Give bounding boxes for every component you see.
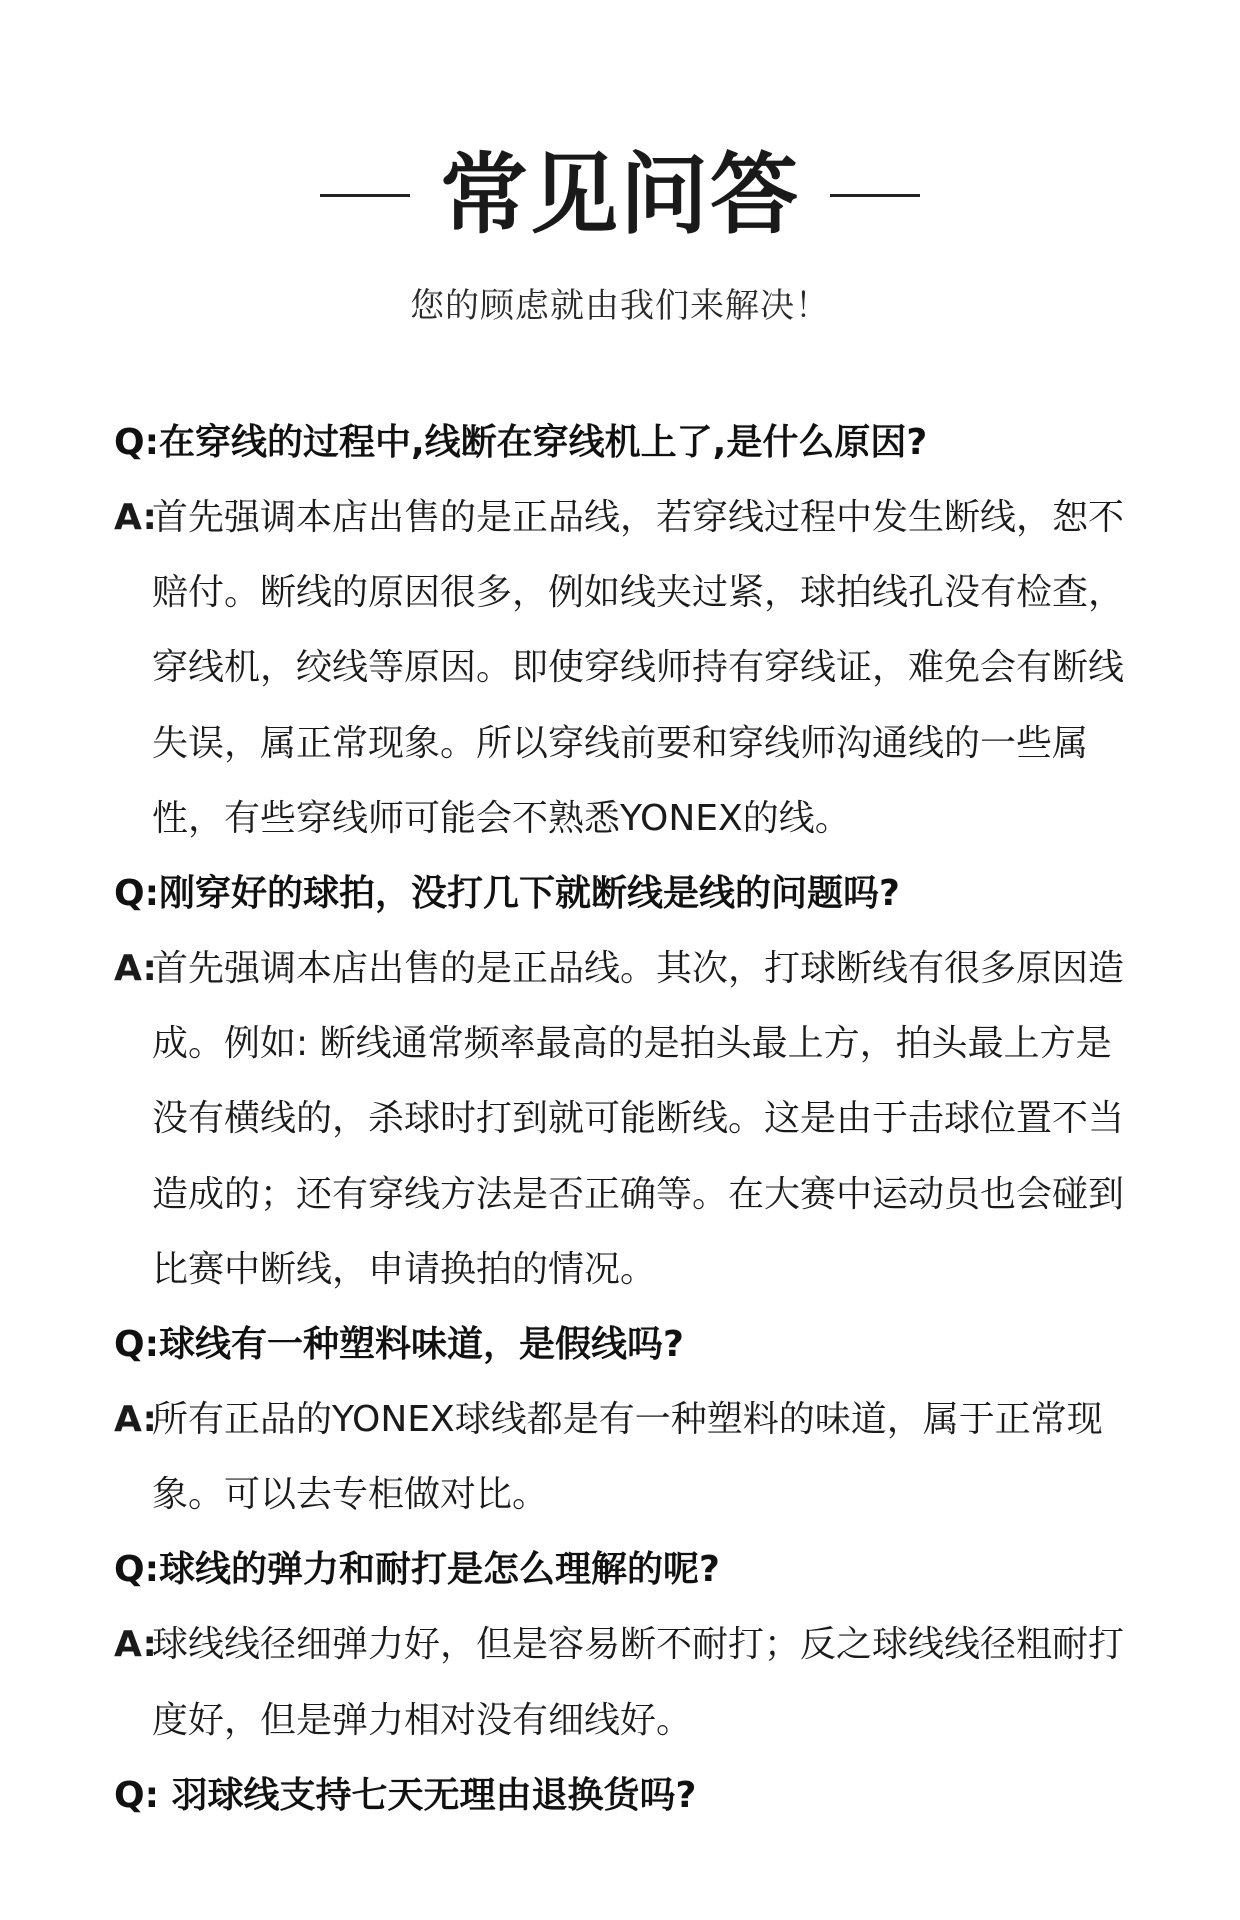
question-prefix: Q:	[114, 1549, 159, 1591]
faq-answer	[114, 1382, 1134, 1532]
question-text: 球线的弹力和耐打是怎么理解的呢?	[159, 1549, 720, 1591]
question-text: 球线有一种塑料味道，是假线吗?	[159, 1324, 684, 1366]
faq-item	[114, 1758, 1134, 1833]
header	[0, 140, 1240, 250]
faq-answer	[114, 931, 1134, 1307]
title-rule-left	[320, 194, 410, 197]
question-prefix: Q:	[114, 1324, 159, 1366]
faq-item	[114, 1532, 1134, 1757]
answer-prefix: A:	[114, 1399, 157, 1441]
faq-question	[114, 856, 1134, 931]
title-rule-right	[830, 194, 920, 197]
question-text: 羽球线支持七天无理由退换货吗?	[159, 1774, 697, 1816]
answer-text: 首先强调本店出售的是正品线，若穿线过程中发生断线，恕不赔付。断线的原因很多，例如线夹过紧，球拍线孔没有检查，穿线机，绞线等原因。即使穿线师持有穿线证，难免会有断线失误，属正常现象。所以穿线前要和穿线师沟通线的一些属性，有些穿线师可能会不熟悉YONEX的线。	[152, 497, 1125, 839]
answer-prefix: A:	[114, 497, 157, 538]
answer-text: 球线线径细弹力好，但是容易断不耐打；反之球线线径粗耐打度好，但是弹力相对没有细线好。	[152, 1624, 1125, 1741]
faq-item	[114, 856, 1134, 1307]
question-text: 刚穿好的球拍，没打几下就断线是线的问题吗?	[159, 873, 900, 915]
faq-question	[114, 1307, 1134, 1382]
question-prefix: Q:	[114, 873, 159, 915]
question-text: 在穿线的过程中,线断在穿线机上了,是什么原因?	[159, 422, 928, 463]
page-title: 常见问答	[439, 143, 800, 246]
answer-text: 所有正品的YONEX球线都是有一种塑料的味道，属于正常现象。可以去专柜做对比。	[152, 1399, 1103, 1516]
faq-answer	[114, 480, 1134, 856]
answer-prefix: A:	[114, 948, 157, 990]
faq-item	[114, 1307, 1134, 1532]
faq-question	[114, 405, 1134, 480]
page-subtitle: 您的顾虑就由我们来解决！	[410, 286, 830, 326]
answer-text: 首先强调本店出售的是正品线。其次，打球断线有很多原因造成。例如: 断线通常频率最高的是拍头最上方，拍头最上方是没有横线的，杀球时打到就可能断线。这是由于击球位置不当造成的；还有穿线方法是否正确等。在大赛中运动员也会碰到比赛中断线，申请换拍的情况。	[152, 948, 1125, 1290]
faq-question	[114, 1532, 1134, 1607]
faq-answer	[114, 1607, 1134, 1757]
faq-item	[114, 405, 1134, 856]
faq-question	[114, 1758, 1134, 1833]
question-prefix: Q:	[114, 1774, 159, 1816]
question-prefix: Q:	[114, 422, 159, 463]
answer-prefix: A:	[114, 1624, 157, 1666]
faq-list	[114, 405, 1134, 1833]
